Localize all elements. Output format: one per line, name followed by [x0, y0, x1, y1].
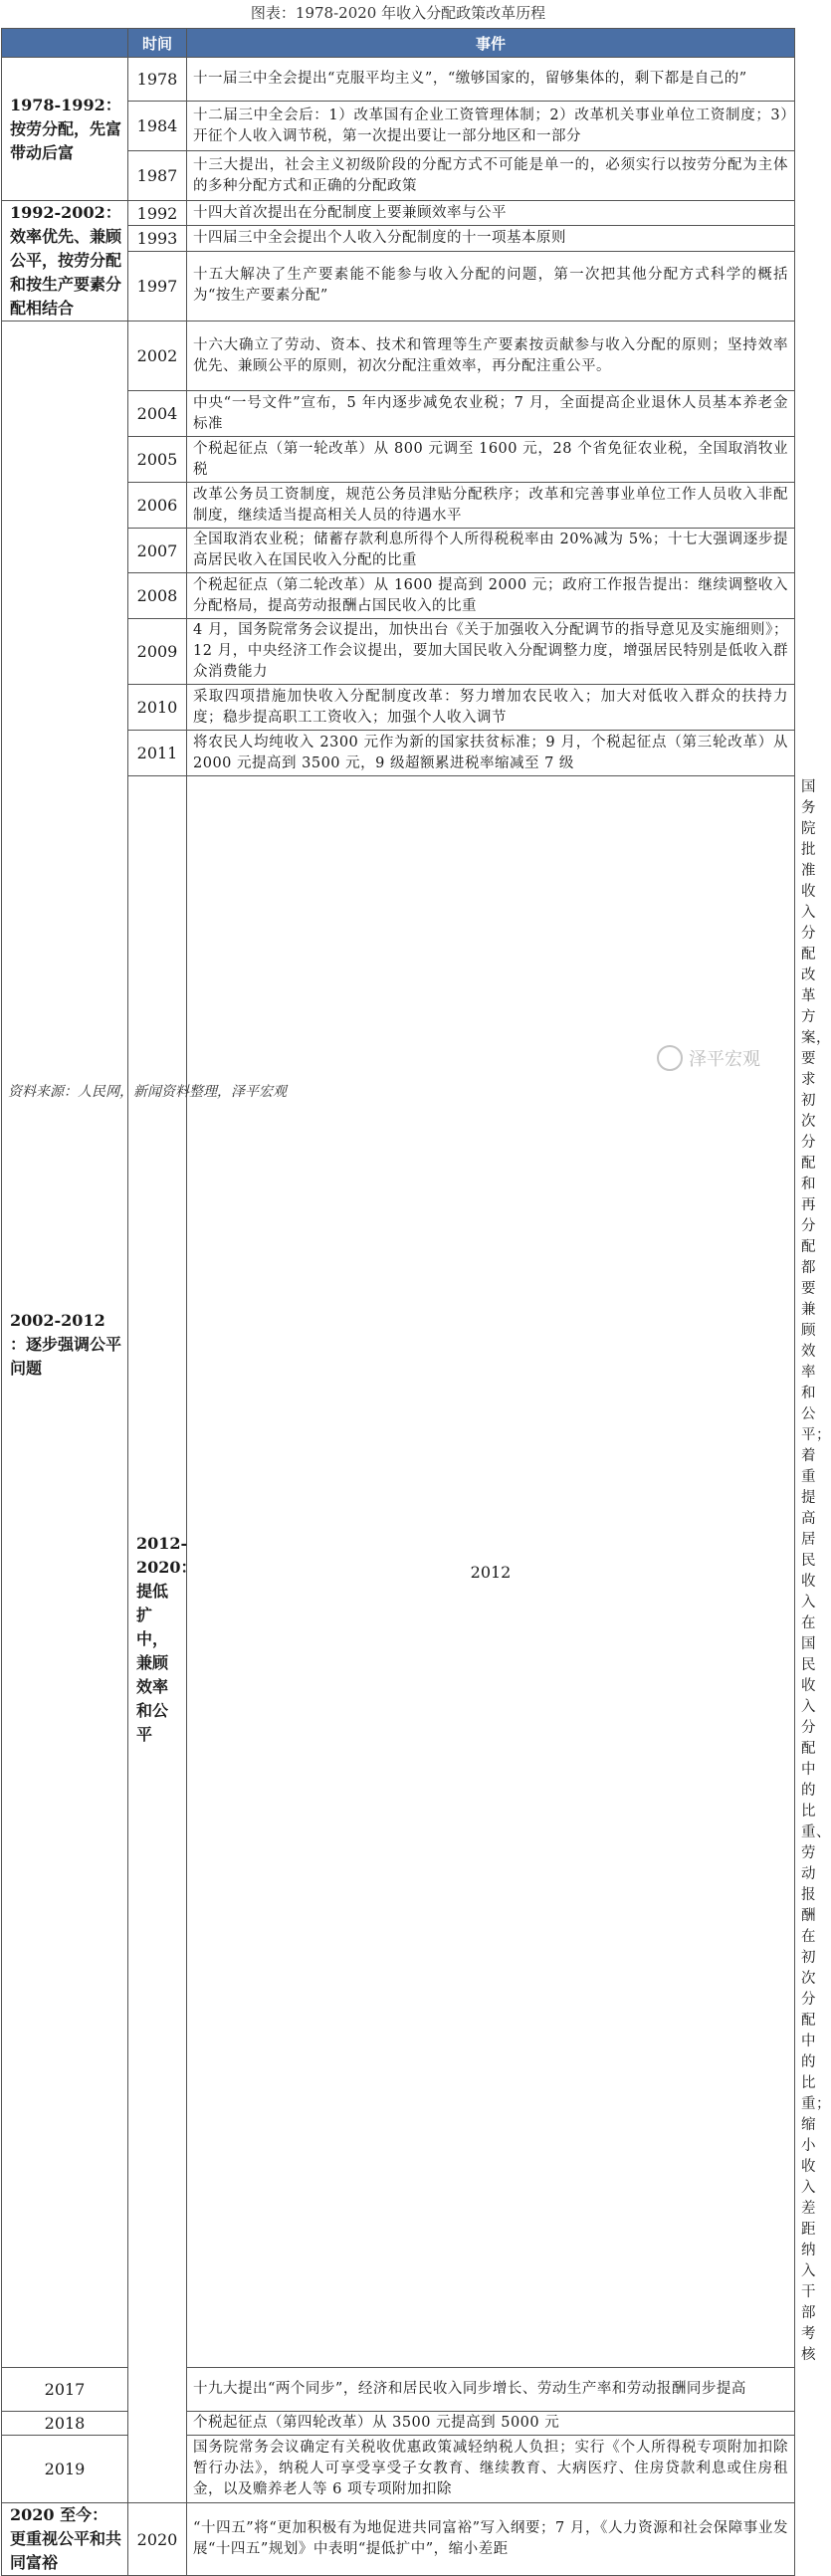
event-cell: 中央“一号文件”宣布，5 年内逐步减免农业税；7 月，全面提高企业退休人员基本养老金标准	[187, 391, 795, 437]
event-cell: 全国取消农业税；储蓄存款利息所得个人所得税税率由 20%减为 5%；十七大强调逐步提高居民收入在国民收入分配的比重	[187, 529, 795, 573]
year-cell: 1984	[128, 102, 187, 151]
wechat-icon	[657, 1045, 683, 1071]
table-row	[2, 322, 795, 391]
event-cell: “十四五”将“更加积极有为地促进共同富裕”写入纲要；7 月，《人力资源和社会保障事业发展“十四五”规划》中表明“提低扩中”，缩小差距	[187, 2503, 795, 2576]
event-cell: 个税起征点（第二轮改革）从 1600 提高到 2000 元；政府工作报告提出：继续调整收入分配格局，提高劳动报酬占国民收入的比重	[187, 573, 795, 619]
header-year: 时间	[128, 29, 187, 58]
event-cell: 十九大提出“两个同步”，经济和居民收入同步增长、劳动生产率和劳动报酬同步提高	[187, 2368, 795, 2412]
year-cell: 2002	[128, 322, 187, 391]
event-cell: 十一届三中全会提出“克服平均主义”，“缴够国家的，留够集体的，剩下都是自己的”	[187, 58, 795, 102]
period-cell: 1992-2002：效率优先、兼顾公平，按劳分配和按生产要素分配相结合	[2, 201, 128, 322]
year-cell: 1993	[128, 226, 187, 251]
year-cell: 1992	[128, 201, 187, 226]
event-cell: 将农民人均纯收入 2300 元作为新的国家扶贫标准；9 月，个税起征点（第三轮改革）从 2000 元提高到 3500 元，9 级超额累进税率缩减至 7 级	[187, 731, 795, 776]
event-cell: 十二届三中全会后：1）改革国有企业工资管理体制；2）改革机关事业单位工资制度；3）开征个人收入调节税，第一次提出要让一部分地区和一部分	[187, 102, 795, 151]
year-cell: 2007	[128, 529, 187, 573]
year-cell: 1997	[128, 251, 187, 321]
event-cell: 4 月，国务院常务会议提出，加快出台《关于加强收入分配调节的指导意见及实施细则》；12 月，中央经济工作会议提出，要加大国民收入分配调整力度，增强居民特别是低收入群众消费能力	[187, 619, 795, 685]
watermark	[657, 1045, 760, 1071]
event-cell: 十四届三中全会提出个人收入分配制度的十一项基本原则	[187, 226, 795, 251]
event-cell: 国务院常务会议确定有关税收优惠政策减轻纳税人负担；实行《个人所得税专项附加扣除暂行办法》，纳税人可享受享受子女教育、继续教育、大病医疗、住房贷款利息或住房租金，以及赡养老人等 6 项专项附加扣除	[187, 2436, 795, 2503]
event-cell: 采取四项措施加快收入分配制度改革：努力增加农民收入；加大对低收入群众的扶持力度；稳步提高职工工资收入；加强个人收入调节	[187, 685, 795, 731]
header-period	[2, 29, 128, 58]
year-cell: 1978	[128, 58, 187, 102]
policy-table	[1, 28, 831, 2576]
year-cell: 2006	[128, 483, 187, 529]
table-row	[2, 2412, 795, 2436]
table-row	[2, 2368, 795, 2412]
year-cell: 2012	[187, 776, 795, 2368]
event-cell: 个税起征点（第四轮改革）从 3500 元提高到 5000 元	[187, 2412, 795, 2436]
event-cell: 十三大提出，社会主义初级阶段的分配方式不可能是单一的，必须实行以按劳分配为主体的多种分配方式和正确的分配政策	[187, 151, 795, 201]
year-cell: 2019	[2, 2436, 128, 2503]
year-cell: 2011	[128, 731, 187, 776]
year-cell: 2009	[128, 619, 187, 685]
period-cell: 2002-2012 ：逐步强调公平问题	[2, 322, 128, 2368]
year-cell: 1987	[128, 151, 187, 201]
table-header-row	[2, 29, 795, 58]
year-cell: 2008	[128, 573, 187, 619]
header-event: 事件	[187, 29, 795, 58]
year-cell: 2005	[128, 437, 187, 483]
year-cell: 2020	[128, 2503, 187, 2576]
event-cell: 十六大确立了劳动、资本、技术和管理等生产要素按贡献参与收入分配的原则；坚持效率优先、兼顾公平的原则，初次分配注重效率，再分配注重公平。	[187, 322, 795, 391]
watermark-text: 泽平宏观	[689, 1049, 760, 1070]
year-cell: 2017	[2, 2368, 128, 2412]
event-cell: 改革公务员工资制度，规范公务员津贴分配秩序；改革和完善事业单位工作人员收入非配制度，继续适当提高相关人员的待遇水平	[187, 483, 795, 529]
table-row	[2, 2436, 795, 2503]
table-title: 图表：1978-2020 年收入分配政策改革历程	[250, 4, 546, 22]
year-cell: 2010	[128, 685, 187, 731]
year-cell: 2018	[2, 2412, 128, 2436]
period-cell: 2012-2020：提低扩中，兼顾效率和公平	[128, 776, 187, 2503]
table-row	[2, 58, 795, 102]
year-cell: 2004	[128, 391, 187, 437]
table-row	[2, 2503, 795, 2576]
event-cell: 十四大首次提出在分配制度上要兼顾效率与公平	[187, 201, 795, 226]
period-cell: 2020 至今：更重视公平和共同富裕	[2, 2503, 128, 2576]
period-cell: 1978-1992：按劳分配，先富带动后富	[2, 58, 128, 201]
event-cell: 十五大解决了生产要素能不能参与收入分配的问题，第一次把其他分配方式科学的概括为“按生产要素分配”	[187, 251, 795, 321]
table-row	[2, 201, 795, 226]
source-note: 资料来源：人民网，新闻资料整理，泽平宏观	[8, 1084, 287, 1100]
event-cell: 个税起征点（第一轮改革）从 800 元调至 1600 元，28 个省免征农业税，全国取消牧业税	[187, 437, 795, 483]
table-row: 2012-2020：提低扩中，兼顾效率和公平 2012 国务院批准收入分配改革方案，要求初次分配和再分配都要兼顾效率和公平；着重提高居民收入在国民收入分配中的比重、劳动报酬在初次分配中的比重；缩小收入差距纳入干部考核	[2, 776, 795, 2368]
